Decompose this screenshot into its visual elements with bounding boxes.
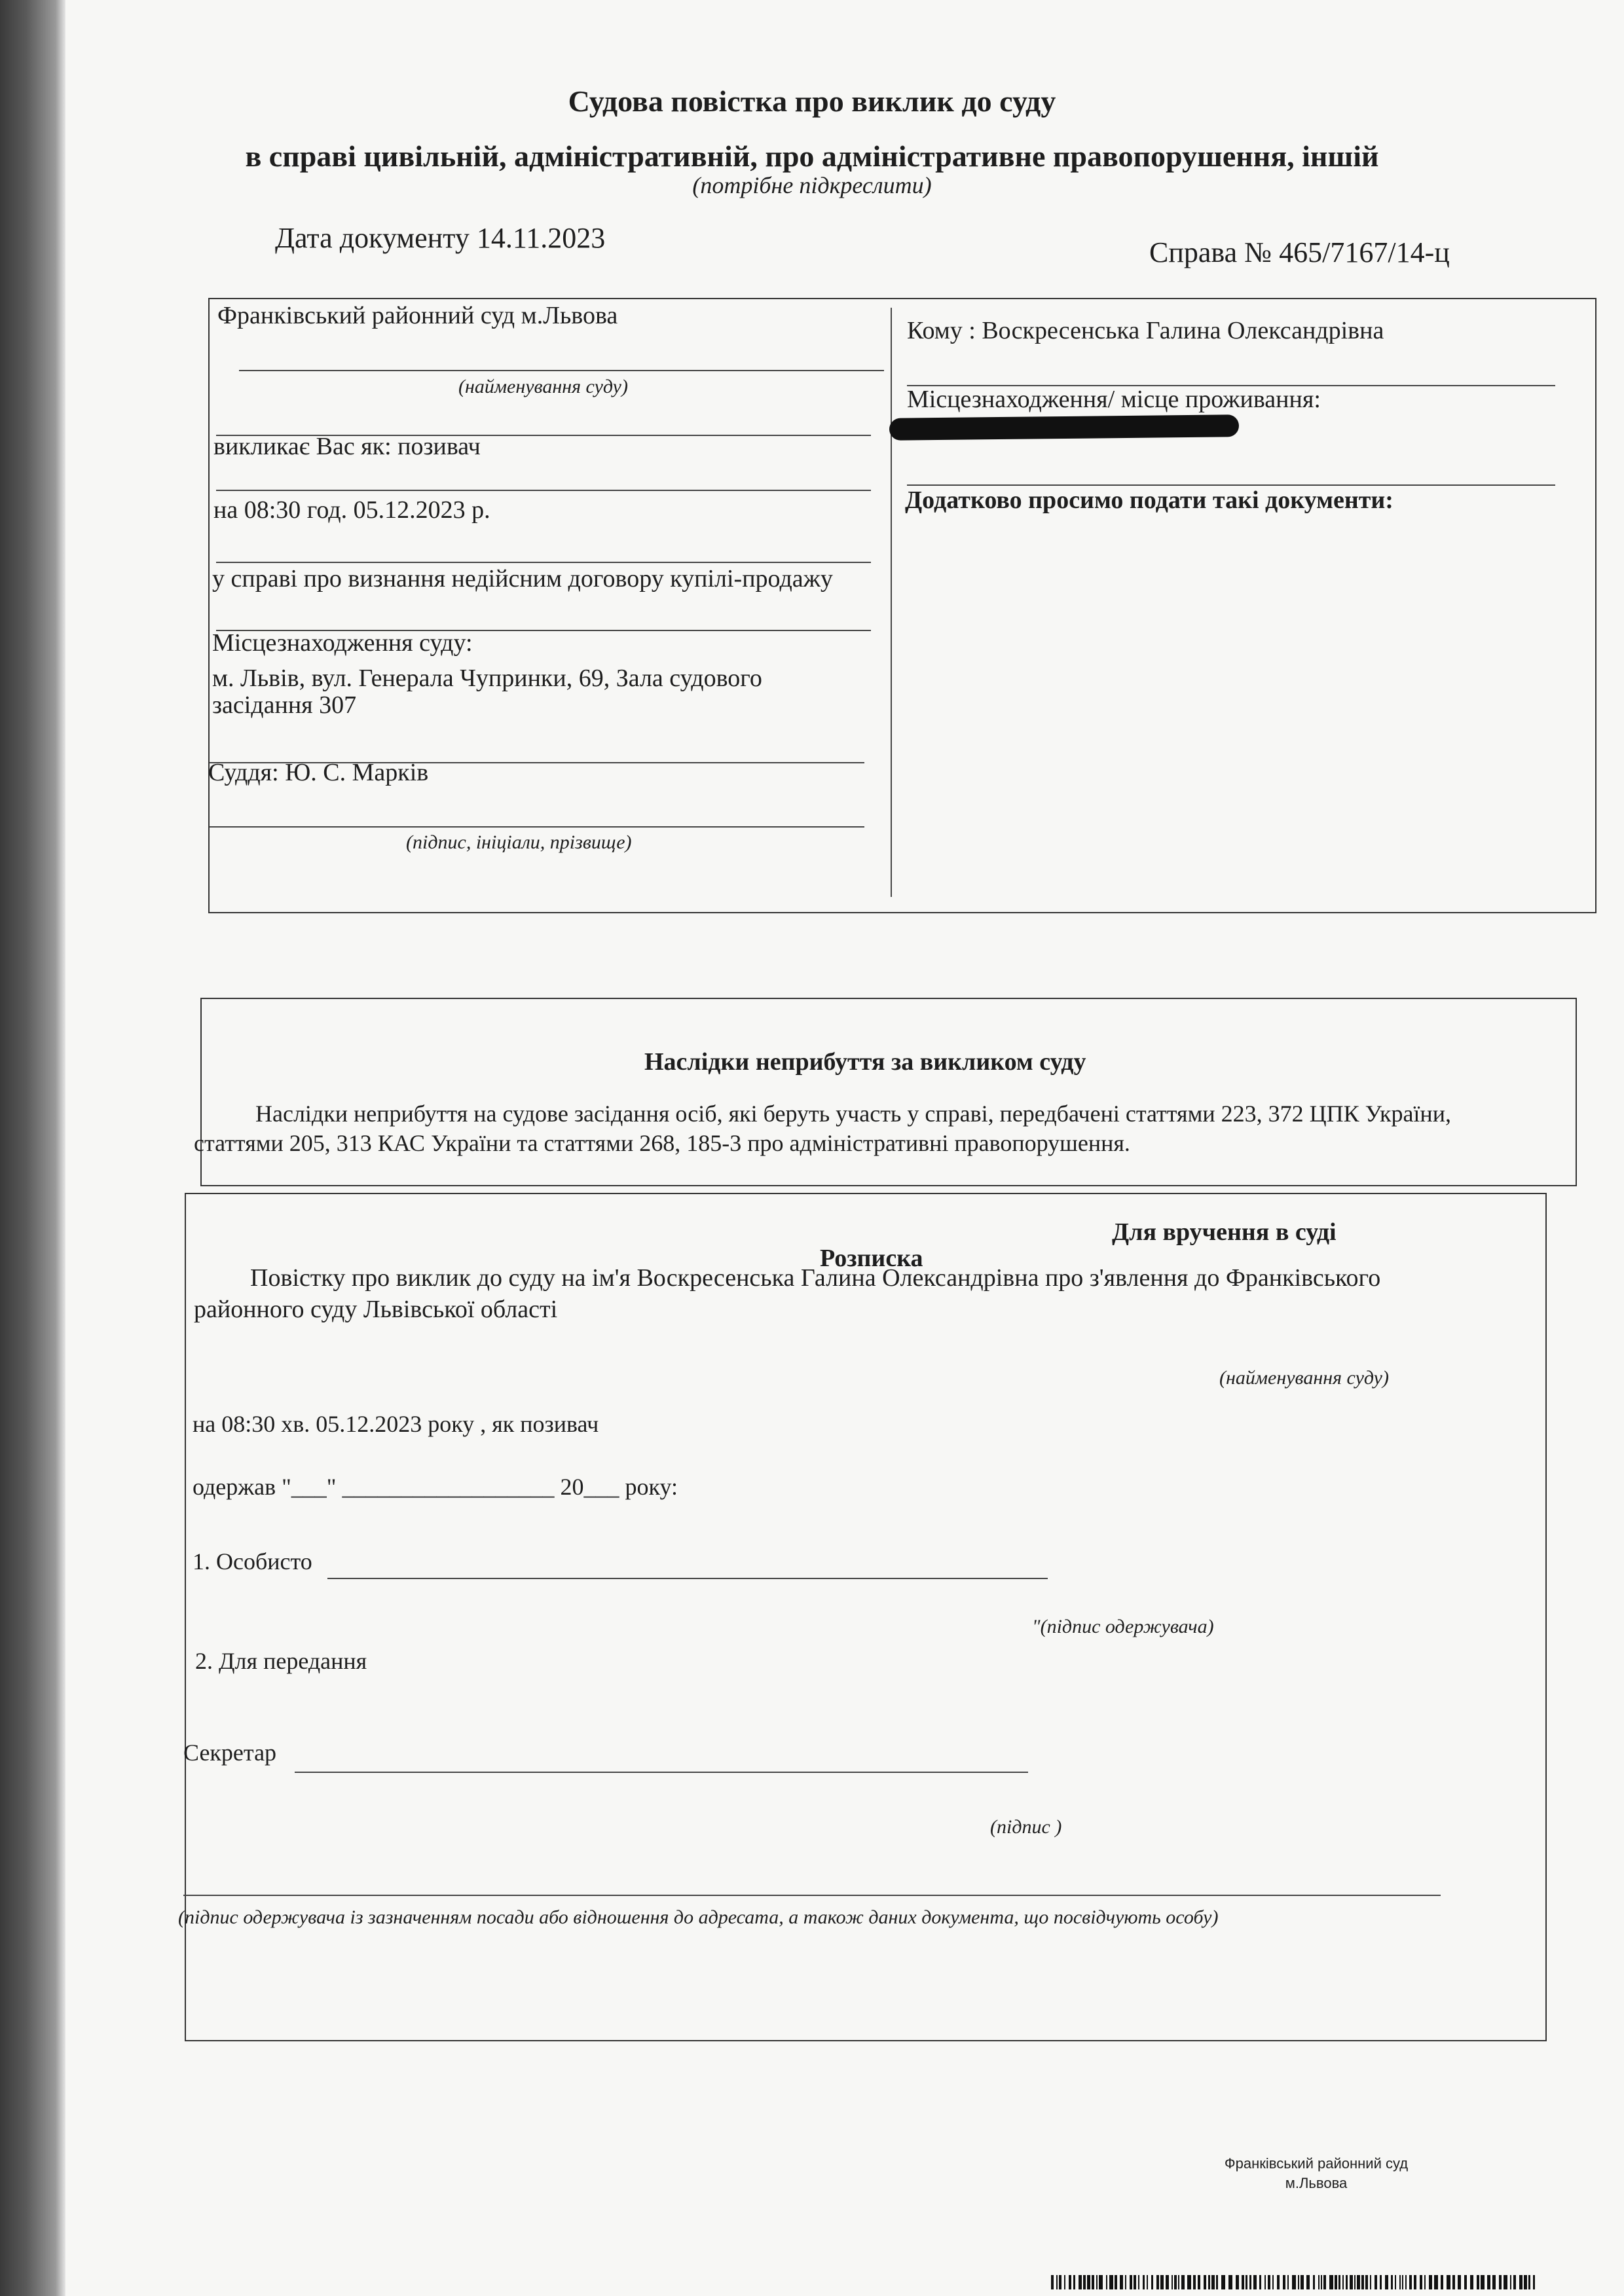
barcode-bar [1181,2275,1185,2289]
barcode-bar [1208,2275,1210,2289]
barcode-bar [1323,2275,1326,2289]
barcode-bar [1380,2275,1382,2289]
barcode-bar [1370,2275,1371,2289]
barcode-bar [1414,2275,1416,2289]
title-note: (потрібне підкреслити) [692,172,932,198]
barcode-bar [1287,2275,1289,2289]
barcode-bar [1073,2275,1075,2289]
barcode-bar [1216,2275,1218,2289]
barcode-bar [1318,2275,1320,2289]
receipt-hearing-line: на 08:30 хв. 05.12.2023 року , як позивач [193,1411,599,1437]
barcode-bar [1346,2275,1348,2289]
redacted-address [889,414,1239,441]
barcode-bar [1106,2275,1107,2289]
stamp-line-2: м.Львова [1285,2174,1348,2191]
scan-edge [0,0,65,2296]
footer-caption: (підпис одержувача із зазначенням посади або відношення до адресата, а також даних документа, що посвідчують особу) [178,1906,1219,1928]
barcode-bar [1420,2275,1422,2289]
barcode-bar [1079,2275,1082,2289]
barcode-bar [1228,2275,1232,2289]
barcode-bar [1204,2275,1206,2289]
barcode-bar [1487,2275,1490,2289]
barcode-bar [1350,2275,1353,2289]
consequences-heading: Наслідки неприбуття за викликом суду [644,1048,1086,1076]
barcode-bar [1470,2275,1473,2289]
barcode-bar [1069,2275,1071,2289]
court-location-line-1: м. Львів, вул. Генерала Чупринки, 69, Зала судового [212,665,762,692]
personally-label: 1. Особисто [193,1548,312,1575]
barcode-bar [1405,2275,1407,2289]
barcode-bar [1056,2275,1058,2289]
barcode-bar [1524,2275,1527,2289]
barcode-bar [1166,2275,1169,2289]
barcode-bar [1249,2275,1251,2289]
barcode-bar [1464,2275,1467,2289]
barcode-bar [1329,2275,1333,2289]
barcode-bar [1391,2275,1393,2289]
recipient-sign-caption: "(підпис одержувача) [1032,1616,1214,1637]
barcode-bar [1272,2275,1274,2289]
barcode-bar [1458,2275,1461,2289]
barcode-bar [1115,2275,1117,2289]
barcode-bar [1424,2275,1426,2289]
barcode-bar [1283,2275,1285,2289]
barcode-bar [1187,2275,1191,2289]
barcode-bar [1259,2275,1261,2289]
barcode-bar [1211,2275,1215,2289]
rule [239,370,884,371]
case-subject: у справі про визнання недійсним договору купілі-продажу [212,565,833,592]
consequences-text-line-1: Наслідки неприбуття на судове засідання осіб, які беруть участь у справі, передбачені статтями 223, 372 ЦПК України, [255,1101,1451,1127]
hearing-time: на 08:30 год. 05.12.2023 р. [213,496,490,524]
personally-signature-line [327,1578,1048,1579]
barcode-bar [1301,2275,1304,2289]
barcode-bar [1242,2275,1244,2289]
barcode-bar [1083,2275,1086,2289]
barcode-bar [1134,2275,1136,2289]
barcode-bar [1109,2275,1113,2289]
barcode-bar [1385,2275,1388,2289]
court-location-line-2: засідання 307 [212,691,357,719]
residence-label: Місцезнаходження/ місце проживання: [907,386,1321,413]
receipt-heading: Розписка [820,1245,923,1272]
for-transfer-label: 2. Для передання [195,1648,367,1674]
barcode-bar [1172,2275,1173,2289]
barcode-bar [1357,2275,1360,2289]
barcode-bar [1399,2275,1401,2289]
document-date: Дата документу 14.11.2023 [275,222,606,254]
barcode-bar [1130,2275,1132,2289]
secretary-label: Секретар [183,1740,277,1766]
barcode-bar [1092,2275,1094,2289]
sign-caption: (підпис ) [990,1816,1062,1838]
receipt-text-line-1: Повістку про виклик до суду на ім'я Воскресенська Галина Олександрівна про з'явлення до Франківського [250,1264,1381,1292]
barcode-bar [1361,2275,1364,2289]
barcode-bar [1221,2275,1225,2289]
barcode-bar [1151,2275,1153,2289]
barcode-bar [1510,2275,1511,2289]
barcode-bar [1064,2275,1065,2289]
title-line-1: Судова повістка про виклик до суду [568,84,1056,118]
barcode-bar [1178,2275,1179,2289]
rule [210,826,864,828]
barcode-bar [1125,2275,1126,2289]
barcode-bar [1395,2275,1396,2289]
received-line: одержав "___" __________________ 20___ року: [193,1474,678,1500]
barcode-bar [1409,2275,1412,2289]
barcode-bar [1335,2275,1337,2289]
barcode-bar [1321,2275,1322,2289]
judge-caption: (підпис, ініціали, прізвище) [406,831,632,853]
barcode-bar [1492,2275,1496,2289]
barcode-bar [1236,2275,1239,2289]
barcode-bar [1342,2275,1344,2289]
footer-signature-line [183,1895,1441,1896]
barcode-bar [1096,2275,1098,2289]
barcode-bar [1277,2275,1280,2289]
summoned-as: викликає Вас як: позивач [213,433,481,460]
court-name-caption: (найменування суду) [458,376,628,397]
barcode-bar [1174,2275,1177,2289]
documents-label: Додатково просимо подати такі документи: [905,486,1393,514]
court-stamp [1172,2154,1460,2193]
barcode-bar [1298,2275,1299,2289]
barcode-bar [1375,2275,1377,2289]
barcode-bar [1099,2275,1103,2289]
barcode-bar [1354,2275,1356,2289]
barcode-bar [1481,2275,1485,2289]
column-divider [891,308,892,897]
barcode-bar [1313,2275,1315,2289]
barcode-bar [1452,2275,1455,2289]
barcode-bar [1292,2275,1296,2289]
court-caption: (найменування суду) [1219,1367,1389,1389]
rule [216,490,871,491]
barcode-bar [1268,2275,1270,2289]
barcode-bar [1429,2275,1432,2289]
barcode-bar [1264,2275,1266,2289]
court-location-label: Місцезнаходження суду: [212,629,473,657]
barcode-bar [1198,2275,1200,2289]
barcode-bar [1447,2275,1450,2289]
barcode-bar [1477,2275,1479,2289]
barcode [1051,2275,1549,2289]
judge: Суддя: Ю. С. Марків [208,759,429,786]
case-number: Справа № 465/7167/14-ц [1149,236,1450,268]
barcode-bar [1051,2275,1054,2289]
delivery-label: Для вручення в суді [1112,1218,1337,1246]
barcode-bar [1338,2275,1340,2289]
barcode-bar [1160,2275,1164,2289]
barcode-bar [1533,2275,1535,2289]
barcode-bar [1499,2275,1502,2289]
barcode-bar [1528,2275,1530,2289]
barcode-bar [1193,2275,1196,2289]
barcode-bar [1441,2275,1443,2289]
barcode-bar [1059,2275,1061,2289]
barcode-bar [1087,2275,1090,2289]
rule [216,562,871,563]
barcode-bar [1138,2275,1139,2289]
consequences-frame [200,998,1577,1186]
summons-frame [208,298,1596,913]
court-name: Франківський районний суд м.Львова [217,302,618,329]
barcode-bar [1513,2275,1516,2289]
barcode-bar [1365,2275,1368,2289]
barcode-bar [1306,2275,1310,2289]
stamp-line-1: Франківський районний суд [1224,2155,1409,2172]
consequences-text-line-2: статтями 205, 313 КАС України та статтями 268, 185-3 про адміністративні правопорушення. [194,1130,1130,1156]
barcode-bar [1504,2275,1507,2289]
barcode-bar [1156,2275,1159,2289]
recipient: Кому : Воскресенська Галина Олександрівна [907,317,1384,344]
receipt-text-line-2: районного суду Львівської області [194,1296,558,1323]
barcode-bar [1120,2275,1123,2289]
barcode-bar [1253,2275,1257,2289]
barcode-bar [1246,2275,1247,2289]
secretary-signature-line [295,1772,1028,1773]
title-line-2: в справі цивільній, адміністративній, про адміністративне правопорушення, іншій [245,139,1379,173]
barcode-bar [1147,2275,1148,2289]
barcode-bar [1402,2275,1403,2289]
barcode-bar [1434,2275,1438,2289]
barcode-bar [1519,2275,1522,2289]
barcode-bar [1143,2275,1145,2289]
